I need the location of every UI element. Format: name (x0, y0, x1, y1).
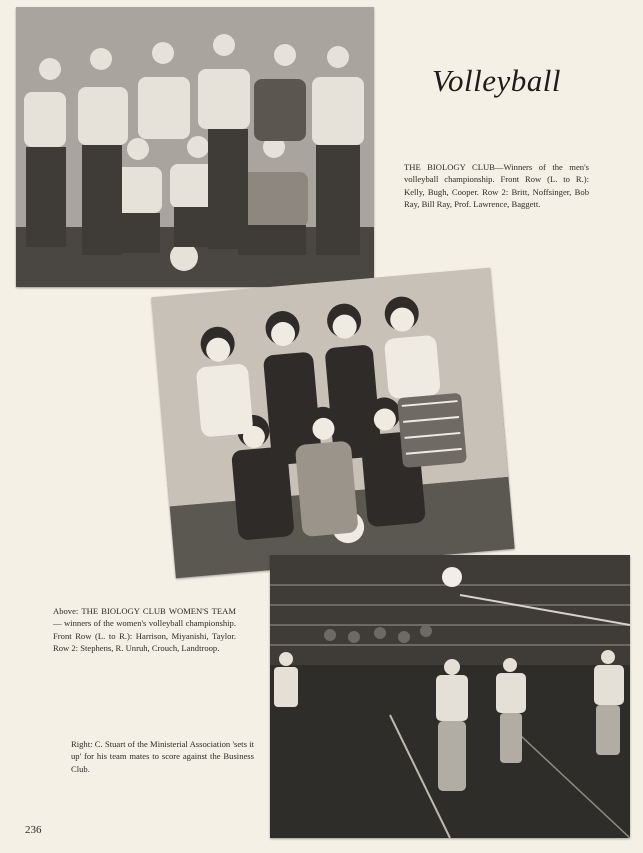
caption-game: Right: C. Stuart of the Ministerial Association 'sets it up' for his team mates to score against the Business Club. (71, 739, 254, 774)
photo-biology-club-men (16, 7, 374, 287)
women-team-illustration (151, 268, 514, 579)
page-title: Volleyball (432, 63, 561, 98)
caption-men-team: THE BIOLOGY CLUB—Winners of the men's volleyball championship. Front Row (L. to R.): Kelly, Bugh, Cooper. Row 2: Britt, Noffsinger, Bob Ray, Bill Ray, Prof. Lawrence, Baggett. (404, 162, 589, 210)
game-illustration (270, 555, 630, 838)
page-number: 236 (25, 824, 42, 836)
photo-biology-club-women (151, 268, 514, 579)
men-team-illustration (16, 7, 374, 287)
caption-women-team: Above: THE BIOLOGY CLUB WOMEN'S TEAM — winners of the women's volleyball championship. Front Row (L. to R.): Harrison, Miyanishi, Taylor. Row 2: Stephens, R. Unruh, Crouch, Landtroop. (53, 606, 236, 654)
photo-volleyball-game (270, 555, 630, 838)
